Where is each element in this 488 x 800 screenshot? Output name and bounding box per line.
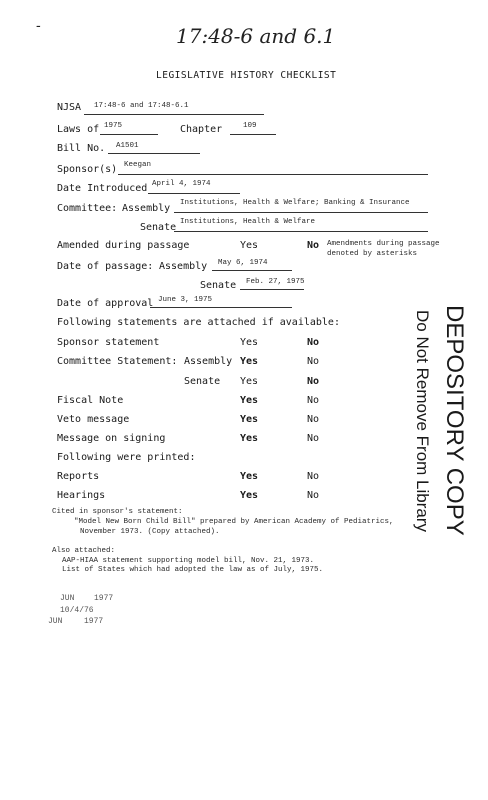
handwritten-title: 17:48-6 and 6.1 <box>176 24 336 48</box>
also-line-2: List of States which had adopted the law as of July, 1975. <box>62 566 324 574</box>
attached-row-no: No <box>307 337 320 348</box>
passage-senate-line <box>240 289 304 290</box>
cited-line-2: November 1973. (Copy attached). <box>80 528 220 536</box>
laws-value: 1975 <box>104 122 123 130</box>
amended-label: Amended during passage <box>57 240 190 251</box>
committee-assembly-value: Institutions, Health & Welfare; Banking & Insurance <box>180 199 410 207</box>
laws-label: Laws of <box>57 124 100 135</box>
date-stamp-year: 1977 <box>84 617 104 626</box>
committee-label: Committee: <box>57 203 118 214</box>
passage-assembly-label: Assembly <box>159 261 208 272</box>
sponsor-label: Sponsor(s) <box>57 164 118 175</box>
amended-no: No <box>307 240 320 251</box>
introduced-label: Date Introduced <box>57 183 148 194</box>
depository-stamp-subtitle: Do Not Remove From Library <box>413 310 432 533</box>
njsa-line <box>84 114 264 115</box>
committee-senate-label: Senate <box>140 222 177 233</box>
date-stamp-year: 1977 <box>94 594 114 603</box>
attached-row-yes: Yes <box>240 395 259 406</box>
introduced-value: April 4, 1974 <box>152 180 211 188</box>
amended-yes: Yes <box>240 240 259 251</box>
committee-senate-value: Institutions, Health & Welfare <box>180 218 316 226</box>
cited-heading: Cited in sponsor's statement: <box>52 508 183 516</box>
printed-heading: Following were printed: <box>57 452 196 463</box>
passage-label: Date of passage: <box>57 261 154 272</box>
attached-row-no: No <box>307 414 320 425</box>
printed-row-yes: Yes <box>240 490 259 501</box>
amended-note-1: Amendments during passage <box>327 240 440 248</box>
attached-row-yes: Yes <box>240 414 259 425</box>
committee-senate-line <box>174 231 428 232</box>
passage-senate-value: Feb. 27, 1975 <box>246 278 305 286</box>
date-stamp-handwritten: 10/4/76 <box>60 606 94 615</box>
attached-heading: Following statements are attached if available: <box>57 317 340 328</box>
depository-stamp-title: DEPOSITORY COPY <box>441 305 468 536</box>
attached-row-label: Message on signing <box>57 433 166 444</box>
introduced-line <box>148 193 240 194</box>
page-title: LEGISLATIVE HISTORY CHECKLIST <box>156 70 337 81</box>
passage-senate-label: Senate <box>200 280 237 291</box>
printed-row-yes: Yes <box>240 471 259 482</box>
approval-label: Date of approval <box>57 298 154 309</box>
printed-row-no: No <box>307 490 320 501</box>
date-stamp-month: JUN <box>48 617 63 626</box>
also-line-1: AAP-HIAA statement supporting model bill, Nov. 21, 1973. <box>62 557 315 565</box>
sponsor-value: Keegan <box>124 161 152 169</box>
chapter-label: Chapter <box>180 124 223 135</box>
cited-line-1: "Model New Born Child Bill" prepared by American Academy of Pediatrics, <box>74 518 394 526</box>
attached-row-no: No <box>307 433 320 444</box>
attached-row-no: No <box>307 395 320 406</box>
bill-label: Bill No. <box>57 143 106 154</box>
attached-row-label: Veto message <box>57 414 130 425</box>
committee-assembly-line <box>174 212 428 213</box>
njsa-value: 17:48-6 and 17:48-6.1 <box>94 102 189 110</box>
printed-row-label: Reports <box>57 471 100 482</box>
passage-assembly-line <box>212 270 292 271</box>
handwritten-dash: - <box>36 18 41 34</box>
attached-row-yes: Yes <box>240 433 259 444</box>
also-heading: Also attached: <box>52 547 116 555</box>
attached-row-label: Fiscal Note <box>57 395 124 406</box>
attached-row-sub: Senate <box>184 376 221 387</box>
chapter-line <box>230 134 276 135</box>
printed-row-no: No <box>307 471 320 482</box>
sponsor-line <box>118 174 428 175</box>
passage-assembly-value: May 6, 1974 <box>218 259 268 267</box>
attached-row-no: No <box>307 356 320 367</box>
committee-assembly-label: Assembly <box>122 203 171 214</box>
chapter-value: 109 <box>243 122 257 130</box>
attached-row-label: Sponsor statement <box>57 337 160 348</box>
amended-note-2: denoted by asterisks <box>327 250 418 258</box>
attached-row-yes: Yes <box>240 356 259 367</box>
approval-value: June 3, 1975 <box>158 296 213 304</box>
attached-row-yes: Yes <box>240 376 259 387</box>
approval-line <box>150 307 292 308</box>
attached-row-no: No <box>307 376 320 387</box>
attached-row-yes: Yes <box>240 337 259 348</box>
laws-line <box>100 134 158 135</box>
attached-row-label: Committee Statement: <box>57 356 178 367</box>
attached-row-sub: Assembly <box>184 356 233 367</box>
bill-value: A1501 <box>116 142 139 150</box>
printed-row-label: Hearings <box>57 490 106 501</box>
bill-line <box>108 153 200 154</box>
date-stamp-month: JUN <box>60 594 75 603</box>
njsa-label: NJSA <box>57 102 82 113</box>
